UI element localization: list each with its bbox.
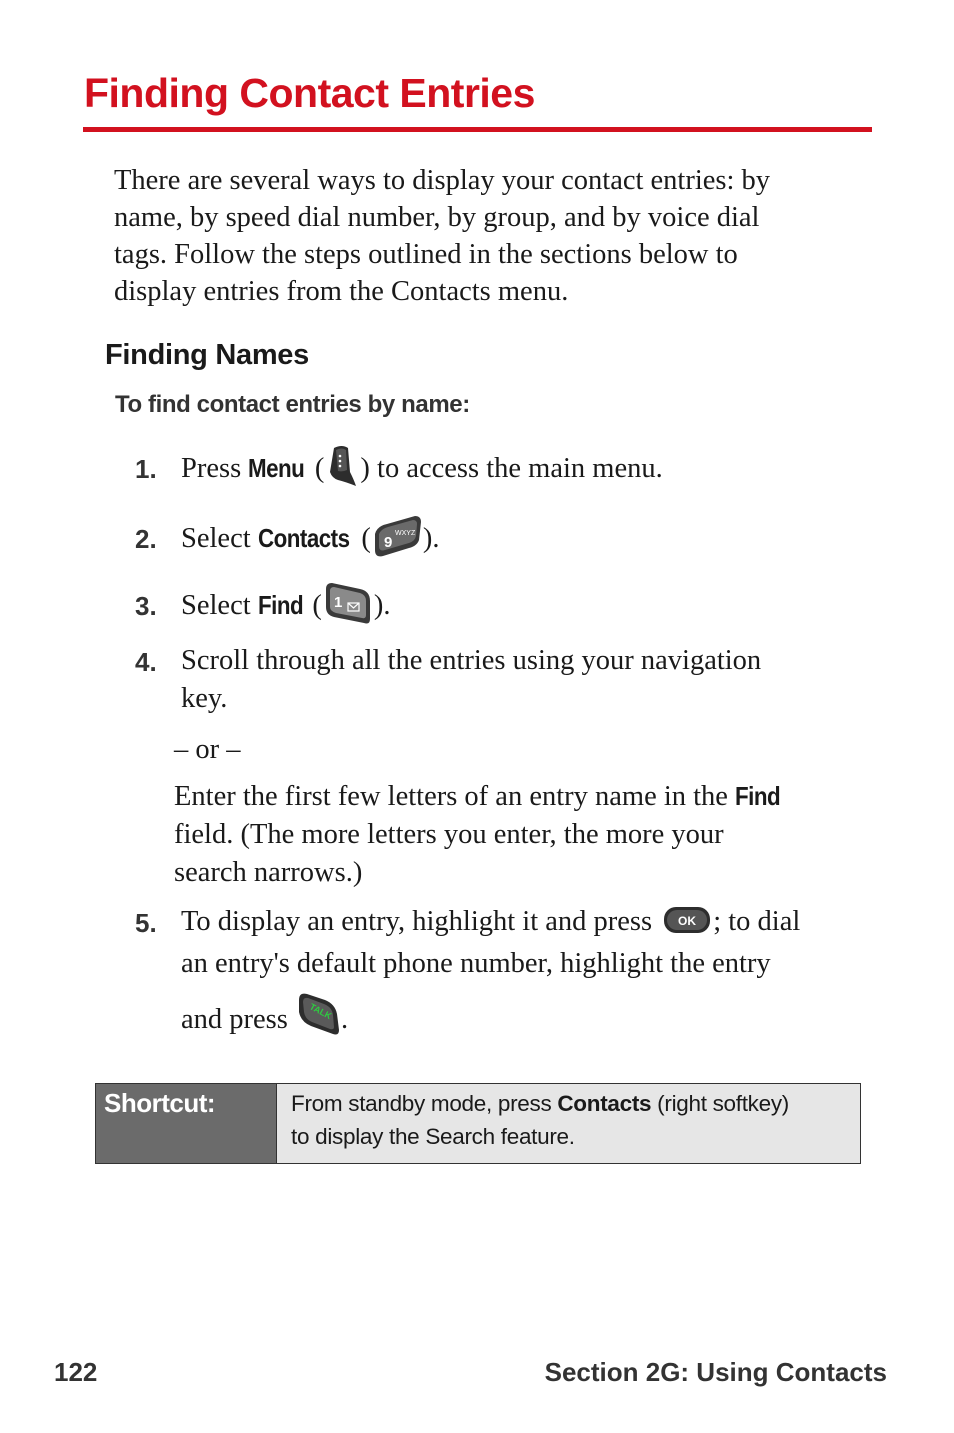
step-1-text [181, 449, 663, 490]
intro-line: name, by speed dial number, by group, and by voice dial [114, 202, 760, 233]
step-number: 2. [135, 524, 157, 554]
step-line [181, 1001, 800, 1039]
talk-key-icon [295, 990, 341, 1038]
title-rule [83, 127, 872, 132]
shortcut-text [277, 1084, 860, 1163]
page-title: Finding Contact Entries [84, 70, 535, 116]
step-paren-open: ( [307, 453, 325, 484]
step-line: key. [181, 683, 228, 714]
step-text-suffix: . [340, 1004, 349, 1035]
step-line [174, 777, 788, 816]
key-9-letters: WXYZ [394, 530, 416, 538]
step-number: 3. [135, 591, 157, 621]
step-line: search narrows.) [174, 857, 363, 888]
step-4-alternative [174, 777, 788, 892]
step-text-prefix: Press [181, 453, 249, 484]
key-9-digit: 9 [383, 534, 393, 552]
shortcut-line [291, 1087, 860, 1120]
shortcut-box [95, 1083, 861, 1164]
step-line: field. (The more letters you enter, the more your [174, 819, 724, 850]
step-paren-open: ( [305, 590, 322, 621]
page-number: 122 [54, 1357, 98, 1387]
menu-key-icon [324, 442, 360, 490]
step-2-text [181, 519, 439, 560]
contacts-key-label: Contacts [257, 523, 350, 553]
section-heading: Finding Names [105, 339, 309, 371]
contacts-softkey-label: Contacts [557, 1091, 652, 1116]
step-text-suffix: ). [373, 590, 391, 621]
step-number: 4. [135, 647, 157, 677]
step-text-prefix: Select [181, 523, 258, 554]
procedure-label: To find contact entries by name: [115, 391, 470, 418]
key-9-wxyz-icon [371, 514, 423, 560]
find-field-label: Find [735, 781, 781, 811]
intro-paragraph [114, 162, 874, 310]
talk-key-label: TALK [307, 1001, 334, 1022]
step-text-prefix: To display an entry, highlight it and press [181, 906, 660, 937]
menu-key-label: Menu [248, 453, 305, 483]
section-footer: Section 2G: Using Contacts [544, 1357, 887, 1387]
step-4-or: – or – [174, 734, 241, 765]
step-number: 5. [135, 908, 157, 938]
ok-key-icon [663, 905, 711, 935]
find-key-label: Find [257, 590, 303, 620]
shortcut-prefix: From standby mode, press [291, 1091, 558, 1116]
key-1-voicemail-icon [322, 581, 374, 627]
intro-line: tags. Follow the steps outlined in the sections below to [114, 239, 738, 270]
step-text-prefix: Enter the first few letters of an entry name in the [174, 781, 736, 812]
step-line: Scroll through all the entries using your navigation [181, 645, 762, 676]
step-4-text [181, 642, 761, 718]
step-line [181, 903, 800, 941]
step-number: 1. [135, 454, 157, 484]
step-text-suffix: ) to access the main menu. [360, 453, 663, 484]
shortcut-label: Shortcut: [96, 1084, 277, 1163]
step-text-prefix: Select [181, 590, 258, 621]
shortcut-suffix: (right softkey) [651, 1091, 789, 1116]
step-5-text [181, 903, 800, 1039]
intro-line: There are several ways to display your contact entries: by [114, 165, 771, 196]
intro-line: display entries from the Contacts menu. [114, 276, 569, 307]
step-3-text [181, 586, 391, 627]
shortcut-line: to display the Search feature. [291, 1124, 575, 1149]
step-text-prefix: and press [181, 1004, 295, 1035]
ok-key-label: OK [678, 914, 697, 929]
step-line: an entry's default phone number, highlight the entry [181, 948, 771, 979]
step-text-suffix: ; to dial [713, 906, 801, 937]
step-text-suffix: ). [422, 523, 440, 554]
key-1-digit: 1 [333, 594, 343, 612]
step-paren-open: ( [354, 523, 371, 554]
